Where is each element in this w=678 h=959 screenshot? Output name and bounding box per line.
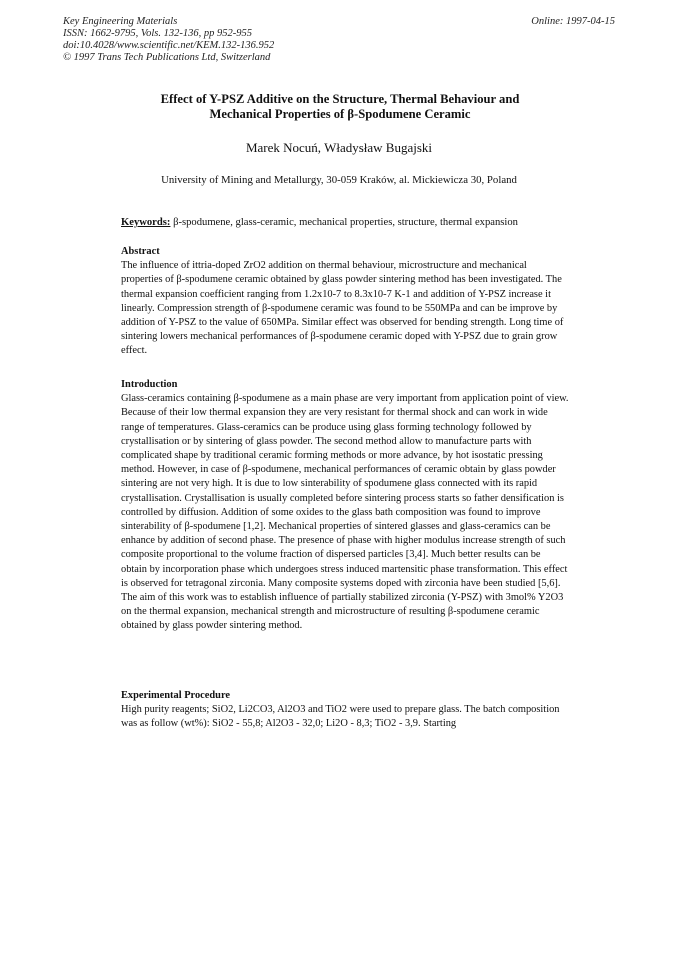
paper-title <box>80 92 600 122</box>
title-line-1: Effect of Y-PSZ Additive on the Structure, Thermal Behaviour and <box>160 92 520 106</box>
experimental-section <box>121 689 569 732</box>
journal-header <box>63 16 274 64</box>
online-date: Online: 1997-04-15 <box>531 16 615 27</box>
journal-name: Key Engineering Materials <box>63 16 178 27</box>
keywords-text: β-spodumene, glass-ceramic, mechanical properties, structure, thermal expansion <box>170 217 518 228</box>
keywords <box>121 217 518 228</box>
keywords-label: Keywords: <box>121 217 171 228</box>
introduction-section <box>121 378 569 634</box>
copyright-line: © 1997 Trans Tech Publications Ltd, Switzerland <box>63 52 271 63</box>
introduction-text: Glass-ceramics containing β-spodumene as a main phase are very important from application point of view. Because of their low thermal expansion they are very resistant for thermal shock and can work in wide range of temperatures. Glass-ceramics can be produce using glass forming technology followed by crystallisation or by sintering of glass powder. The second method allow to manufacture parts with complicated shape by traditional ceramic forming methods or more advance, by hot isostatic pressing method. However, in case of β-spodumene, mechanical performances of ceramic obtain by glass powder sintering are not very high. It is due to low sinterability of spodumene glass connected with its rapid crystallisation. Crystallisation is usually completed before sintering process starts so father densification is controlled by diffusion. Addition of some oxides to the glass bath composition was found to improve sinterability of β-spodumene [1,2]. Mechanical properties of sintered glasses and glass-ceramics can be enhance by addition of second phase. The presence of phase with higher modulus increase strength of such composite proportional to the volume fraction of dispersed particles [3,4]. Much better results can be obtain by incorporation phase which undergoes stress induced martensitic phase transformation. This effect is observed for tetragonal zirconia. Many composite systems doped with zirconia have been studied [5,6]. The aim of this work was to establish influence of partially stabilized zirconia (Y-PSZ) with 3mol% Y2O3 on the thermal expansion, mechanical strength and microstructure of resulting β-spodumene ceramic obtained by glass powder sintering method. <box>121 393 569 632</box>
issn-line: ISSN: 1662-9795, Vols. 132-136, pp 952-955 <box>63 28 252 39</box>
affiliation: University of Mining and Metallurgy, 30-059 Kraków, al. Mickiewicza 30, Poland <box>161 174 517 186</box>
experimental-heading: Experimental Procedure <box>121 690 230 701</box>
abstract-section <box>121 245 569 359</box>
doi-line: doi:10.4028/www.scientific.net/KEM.132-136.952 <box>63 40 275 51</box>
authors: Marek Nocuń, Władysław Bugajski <box>245 140 433 155</box>
introduction-heading: Introduction <box>121 379 178 390</box>
experimental-text: High purity reagents; SiO2, Li2CO3, Al2O3 and TiO2 were used to prepare glass. The batch composition was as follow (wt%): SiO2 - 55,8; Al2O3 - 32,0; Li2O - 8,3; TiO2 - 3,9. Starting <box>121 704 560 730</box>
abstract-heading: Abstract <box>121 246 160 257</box>
abstract-text: The influence of ittria-doped ZrO2 addition on thermal behaviour, microstructure and mechanical properties of β-spodumene ceramic obtained by glass powder sintering method has been investigated. The thermal expansion coefficient ranging from 1.2x10-7 to 8.3x10-7 K-1 and addition of Y-PSZ increase it linearly. Compression strength of β-spodumene ceramic was found to be 550MPa and can be improve by addition of Y-PSZ to the value of 650MPa. Similar effect was observed for bending strength. Long time of sintering lowers mechanical performances of β-spodumene ceramic doped with Y-PSZ due to grain grow effect. <box>121 260 564 357</box>
title-line-2: Mechanical Properties of β-Spodumene Ceramic <box>209 107 471 121</box>
